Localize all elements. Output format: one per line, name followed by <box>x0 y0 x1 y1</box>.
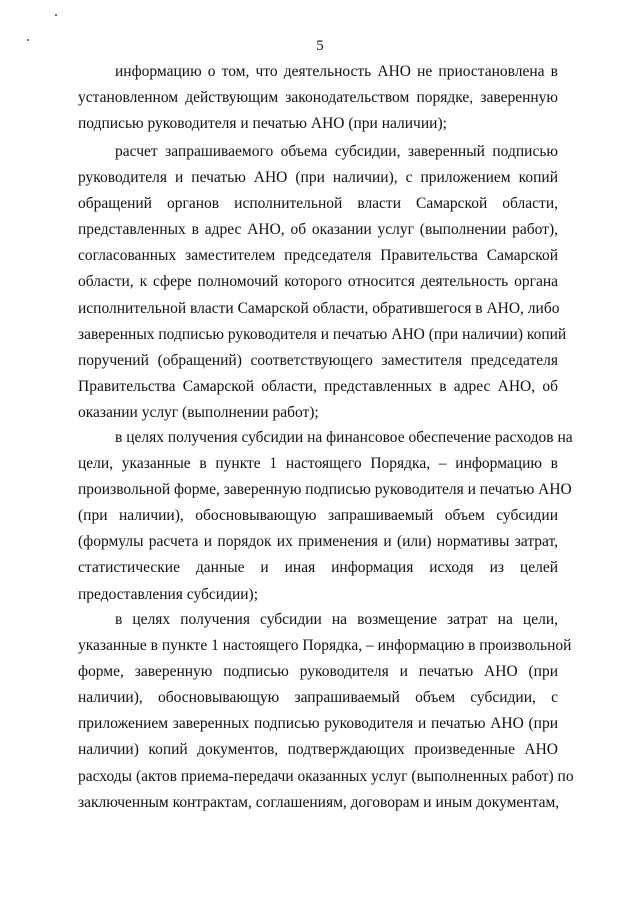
text-line: расходы (актов приема-передачи оказанных услуг (выполненных работ) по <box>78 767 574 785</box>
text-line: подписью руководителя и печатью АНО (при наличии); <box>78 115 447 133</box>
text-line: заключенным контрактам, соглашениям, договорам и иным документам, <box>78 793 560 811</box>
text-line: цели, указанные в пункте 1 настоящего Порядка, – информацию в <box>78 455 558 473</box>
text-line: в целях получения субсидии на возмещение затрат на цели, <box>115 611 558 628</box>
text-line: области, к сфере полномочий которого относится деятельность органа <box>78 273 558 291</box>
text-line: расчет запрашиваемого объема субсидии, заверенный подписью <box>115 143 558 160</box>
text-line: исполнительной власти Самарской области, обратившегося в АНО, либо <box>78 299 560 317</box>
text-line: в целях получения субсидии на финансовое обеспечение расходов на <box>115 429 573 446</box>
text-line: предоставления субсидии); <box>78 585 259 603</box>
paragraph-4 <box>78 607 574 816</box>
text-line: наличии), обосновывающую запрашиваемый объем субсидии, с <box>78 689 558 707</box>
paragraph-2 <box>78 139 567 426</box>
paragraph-3 <box>78 425 573 608</box>
paragraph-1 <box>78 59 558 137</box>
text-line: статистические данные и иная информация исходя из целей <box>78 559 558 577</box>
text-line: указанные в пункте 1 настоящего Порядка, – информацию в произвольной <box>78 637 572 655</box>
page-number: 5 <box>316 38 324 54</box>
text-line: приложением заверенных подписью руководителя и печатью АНО (при <box>78 715 558 733</box>
text-line: обращений органов исполнительной власти Самарской области, <box>78 195 558 213</box>
text-line: поручений (обращений) соответствующего заместителя председателя <box>78 351 558 369</box>
text-line: форме, заверенную подписью руководителя и печатью АНО (при <box>78 663 558 681</box>
text-line: Правительства Самарской области, представленных в адрес АНО, об <box>78 377 558 395</box>
text-line: (при наличии), обосновывающую запрашиваемый объем субсидии <box>78 507 558 525</box>
text-line: произвольной форме, заверенную подписью руководителя и печатью АНО <box>78 481 572 499</box>
text-line: руководителя и печатью АНО (при наличии), с приложением копий <box>78 169 558 187</box>
text-line: наличии) копий документов, подтверждающих произведенные АНО <box>78 741 558 759</box>
text-line: установленном действующим законодательством порядке, заверенную <box>78 89 558 107</box>
text-line: согласованных заместителем председателя Правительства Самарской <box>78 247 558 265</box>
text-line: информацию о том, что деятельность АНО не приостановлена в <box>115 63 558 80</box>
text-line: оказании услуг (выполнении работ); <box>78 403 319 421</box>
text-line: (формулы расчета и порядок их применения и (или) нормативы затрат, <box>78 533 558 551</box>
text-line: заверенных подписью руководителя и печатью АНО (при наличии) копий <box>78 325 567 343</box>
text-line: представленных в адрес АНО, об оказании услуг (выполнении работ), <box>78 221 558 239</box>
scan-artifact-dot <box>55 14 57 16</box>
